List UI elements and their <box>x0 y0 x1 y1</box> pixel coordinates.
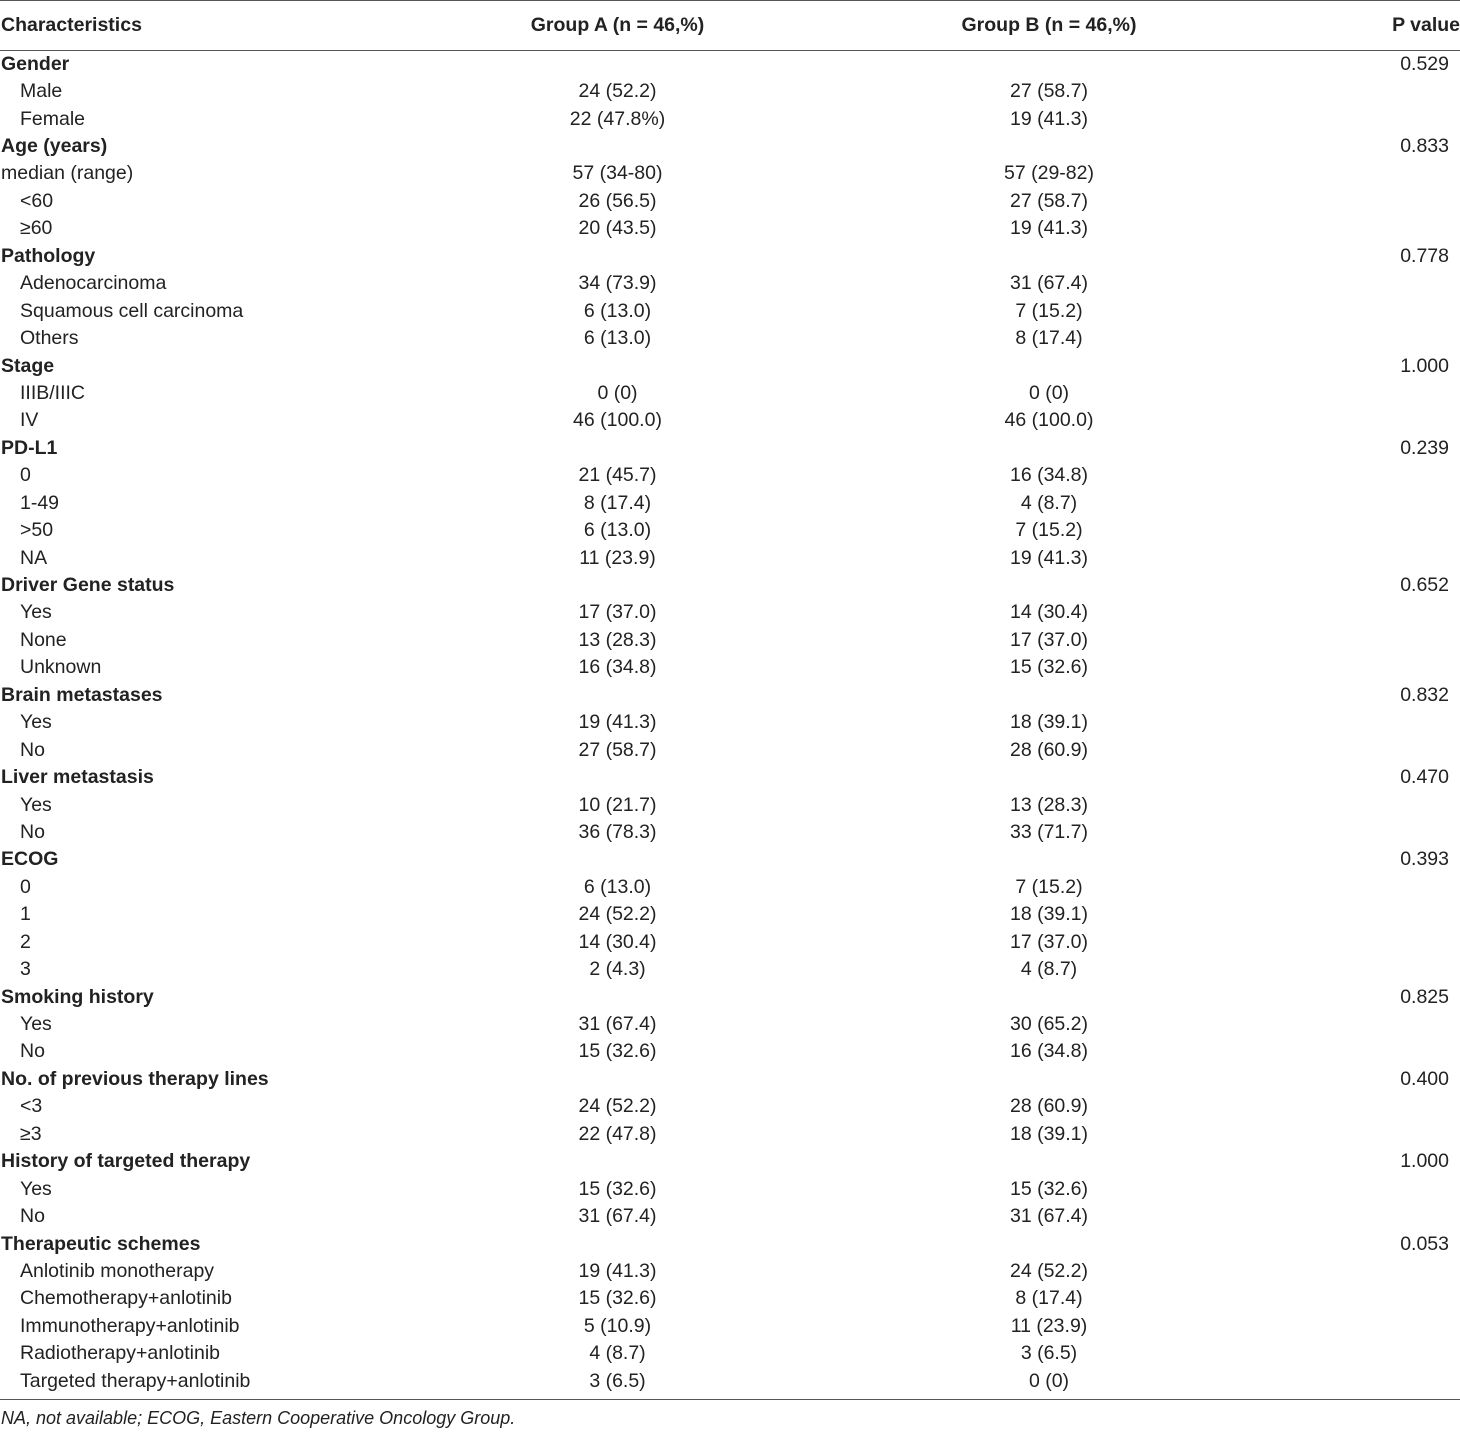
group-a-value <box>380 51 855 78</box>
group-b-value: 18 (39.1) <box>1009 711 1089 734</box>
table-row <box>0 188 1460 215</box>
group-b-value: 15 (32.6) <box>1009 656 1089 679</box>
p-value <box>1243 819 1460 846</box>
group-a-value: 6 (13.0) <box>583 519 652 542</box>
p-value: 0.825 <box>1400 985 1449 1008</box>
table-group-row <box>0 764 1460 791</box>
row-label: Squamous cell carcinoma <box>20 299 244 322</box>
group-b-value: 28 (60.9) <box>1009 1095 1089 1118</box>
group-b-value: 15 (32.6) <box>1009 1177 1089 1200</box>
table-group-row <box>0 846 1460 873</box>
p-value <box>1243 791 1460 818</box>
group-b-value: 16 (34.8) <box>1009 464 1089 487</box>
group-b-value <box>855 243 1243 270</box>
table-row <box>0 270 1460 297</box>
p-value <box>1243 736 1460 763</box>
p-value <box>1243 462 1460 489</box>
group-a-value <box>380 846 855 873</box>
row-label: <60 <box>20 189 54 212</box>
row-label: Yes <box>20 1013 52 1036</box>
p-value <box>1243 1285 1460 1312</box>
p-value: 1.000 <box>1400 354 1449 377</box>
row-label: 1 <box>20 903 31 926</box>
table-row <box>0 1203 1460 1230</box>
row-label: <3 <box>20 1095 43 1118</box>
table-row <box>0 1175 1460 1202</box>
group-label: Driver Gene status <box>1 574 175 597</box>
p-value <box>1243 407 1460 434</box>
group-a-value: 15 (32.6) <box>578 1287 657 1310</box>
group-b-value: 24 (52.2) <box>1009 1259 1089 1282</box>
row-label: No <box>20 820 45 843</box>
table-group-row <box>0 682 1460 709</box>
row-label: ≥60 <box>20 217 53 240</box>
table-row <box>0 599 1460 626</box>
row-label: No <box>20 1205 45 1228</box>
row-label: Others <box>20 327 79 350</box>
row-label: No <box>20 1040 45 1063</box>
table-row <box>0 160 1460 187</box>
p-value <box>1243 490 1460 517</box>
group-label: Stage <box>1 354 55 377</box>
row-label: 3 <box>20 958 31 981</box>
group-b-value: 3 (6.5) <box>1020 1342 1078 1365</box>
group-b-value: 13 (28.3) <box>1009 793 1089 816</box>
p-value <box>1243 297 1460 324</box>
table-row <box>0 627 1460 654</box>
table-row <box>0 791 1460 818</box>
p-value <box>1243 654 1460 681</box>
table-row <box>0 1038 1460 1065</box>
group-label: ECOG <box>1 848 59 871</box>
p-value <box>1243 1011 1460 1038</box>
p-value <box>1243 270 1460 297</box>
group-a-value: 20 (43.5) <box>578 217 657 240</box>
table-row <box>0 407 1460 434</box>
table-row <box>0 929 1460 956</box>
group-a-value: 24 (52.2) <box>578 903 657 926</box>
group-b-value: 27 (58.7) <box>1009 189 1089 212</box>
group-a-value <box>380 435 855 462</box>
p-value: 0.239 <box>1400 436 1449 459</box>
group-b-value: 7 (15.2) <box>1015 875 1083 898</box>
p-value <box>1243 1093 1460 1120</box>
group-b-value: 19 (41.3) <box>1009 107 1089 130</box>
row-label: 0 <box>20 464 31 487</box>
row-label: IIIB/IIIC <box>20 381 86 404</box>
group-a-value: 13 (28.3) <box>578 628 657 651</box>
table-row <box>0 490 1460 517</box>
p-value <box>1243 215 1460 242</box>
group-a-value: 19 (41.3) <box>578 711 657 734</box>
p-value <box>1243 544 1460 571</box>
group-b-value <box>855 983 1243 1010</box>
group-a-value: 6 (13.0) <box>583 327 652 350</box>
group-a-value <box>380 572 855 599</box>
p-value <box>1243 1368 1460 1395</box>
table-group-row <box>0 435 1460 462</box>
header-characteristics: Characteristics <box>0 1 380 51</box>
group-b-value: 14 (30.4) <box>1009 601 1089 624</box>
row-label: No <box>20 738 45 761</box>
group-a-value <box>380 764 855 791</box>
p-value <box>1243 627 1460 654</box>
group-a-value: 0 (0) <box>597 381 638 404</box>
group-label: Smoking history <box>1 985 154 1008</box>
row-label: median (range) <box>1 162 134 185</box>
group-b-value: 31 (67.4) <box>1009 1205 1089 1228</box>
row-label: Chemotherapy+anlotinib <box>20 1287 232 1310</box>
group-b-value <box>855 133 1243 160</box>
p-value <box>1243 874 1460 901</box>
row-label: NA <box>20 546 48 569</box>
group-b-value: 8 (17.4) <box>1015 327 1083 350</box>
row-label: ≥3 <box>20 1122 42 1145</box>
row-label: 2 <box>20 930 31 953</box>
row-label: Anlotinib monotherapy <box>20 1259 215 1282</box>
table-row <box>0 1258 1460 1285</box>
group-a-value: 10 (21.7) <box>578 793 657 816</box>
table-header <box>0 1 1460 51</box>
group-b-value: 17 (37.0) <box>1009 628 1089 651</box>
group-b-value: 57 (29-82) <box>1004 162 1094 185</box>
p-value: 0.400 <box>1400 1067 1449 1090</box>
row-label: Unknown <box>20 656 102 679</box>
p-value <box>1243 1258 1460 1285</box>
group-label: Age (years) <box>1 135 108 158</box>
table-row <box>0 1368 1460 1395</box>
table-row <box>0 1313 1460 1340</box>
group-b-value <box>855 1148 1243 1175</box>
row-label: Female <box>20 107 86 130</box>
table-group-row <box>0 51 1460 78</box>
group-a-value: 31 (67.4) <box>578 1013 657 1036</box>
table-row <box>0 1285 1460 1312</box>
p-value <box>1243 188 1460 215</box>
group-a-value: 2 (4.3) <box>589 958 646 981</box>
table-row <box>0 544 1460 571</box>
group-a-value: 22 (47.8%) <box>569 107 666 130</box>
group-b-value <box>855 682 1243 709</box>
group-b-value: 19 (41.3) <box>1009 217 1089 240</box>
group-b-value: 28 (60.9) <box>1009 738 1089 761</box>
p-value: 0.470 <box>1400 766 1449 789</box>
group-a-value <box>380 1066 855 1093</box>
group-b-value: 4 (8.7) <box>1020 491 1078 514</box>
p-value <box>1243 1313 1460 1340</box>
row-label: Radiotherapy+anlotinib <box>20 1342 221 1365</box>
group-a-value <box>380 133 855 160</box>
group-a-value: 27 (58.7) <box>578 738 657 761</box>
group-a-value <box>380 243 855 270</box>
p-value <box>1243 325 1460 352</box>
bottom-rule <box>0 1399 1460 1400</box>
group-a-value: 19 (41.3) <box>578 1259 657 1282</box>
group-label: PD-L1 <box>1 436 58 459</box>
p-value <box>1243 517 1460 544</box>
table-row <box>0 819 1460 846</box>
p-value: 1.000 <box>1400 1150 1449 1173</box>
group-a-value: 24 (52.2) <box>578 80 657 103</box>
group-a-value <box>380 352 855 379</box>
p-value: 0.393 <box>1400 848 1449 871</box>
table-row <box>0 1340 1460 1367</box>
table-row <box>0 709 1460 736</box>
group-b-value: 16 (34.8) <box>1009 1040 1089 1063</box>
group-b-value <box>855 435 1243 462</box>
table-group-row <box>0 1066 1460 1093</box>
table-row <box>0 462 1460 489</box>
p-value: 0.053 <box>1400 1232 1449 1255</box>
table-row <box>0 78 1460 105</box>
group-b-value <box>855 764 1243 791</box>
row-label: None <box>20 628 67 651</box>
table-row <box>0 874 1460 901</box>
header-group-b: Group B (n = 46,%) <box>855 1 1243 51</box>
group-b-value <box>855 572 1243 599</box>
group-a-value: 46 (100.0) <box>573 409 662 432</box>
table-row <box>0 1093 1460 1120</box>
p-value <box>1243 1340 1460 1367</box>
table-row <box>0 736 1460 763</box>
group-b-value: 30 (65.2) <box>1009 1013 1089 1036</box>
table-footnote: NA, not available; ECOG, Eastern Cooperative Oncology Group. <box>1 1407 516 1428</box>
table-row <box>0 105 1460 132</box>
group-b-value <box>855 846 1243 873</box>
p-value <box>1243 1121 1460 1148</box>
group-a-value <box>380 983 855 1010</box>
table-row <box>0 1121 1460 1148</box>
p-value: 0.778 <box>1400 244 1449 267</box>
group-b-value <box>855 51 1243 78</box>
group-label: Brain metastases <box>1 683 163 706</box>
p-value <box>1243 78 1460 105</box>
p-value <box>1243 1175 1460 1202</box>
row-label: Yes <box>20 711 52 734</box>
row-label: Yes <box>20 793 52 816</box>
group-label: No. of previous therapy lines <box>1 1067 269 1090</box>
table-body <box>0 51 1460 1395</box>
row-label: 1-49 <box>20 491 60 514</box>
group-a-value: 16 (34.8) <box>578 656 657 679</box>
group-label: Liver metastasis <box>1 766 154 789</box>
group-b-value: 31 (67.4) <box>1009 272 1089 295</box>
p-value: 0.652 <box>1400 574 1449 597</box>
p-value <box>1243 599 1460 626</box>
group-a-value: 22 (47.8) <box>578 1122 657 1145</box>
group-a-value: 17 (37.0) <box>578 601 657 624</box>
group-b-value: 33 (71.7) <box>1009 820 1089 843</box>
group-b-value: 17 (37.0) <box>1009 930 1089 953</box>
group-a-value: 5 (10.9) <box>583 1314 652 1337</box>
group-a-value: 11 (23.9) <box>579 546 656 569</box>
group-a-value: 21 (45.7) <box>578 464 657 487</box>
group-a-value: 15 (32.6) <box>578 1177 657 1200</box>
p-value <box>1243 1038 1460 1065</box>
group-b-value: 8 (17.4) <box>1015 1287 1083 1310</box>
table-row <box>0 297 1460 324</box>
p-value <box>1243 105 1460 132</box>
group-b-value <box>855 1230 1243 1257</box>
table-group-row <box>0 983 1460 1010</box>
table-group-row <box>0 1230 1460 1257</box>
p-value <box>1243 901 1460 928</box>
group-b-value: 27 (58.7) <box>1009 80 1089 103</box>
group-a-value: 15 (32.6) <box>578 1040 657 1063</box>
group-a-value: 8 (17.4) <box>583 491 652 514</box>
group-b-value: 18 (39.1) <box>1009 1122 1089 1145</box>
group-a-value <box>380 1148 855 1175</box>
table-row <box>0 654 1460 681</box>
group-a-value: 26 (56.5) <box>578 189 657 212</box>
p-value: 0.529 <box>1400 52 1449 75</box>
group-a-value: 6 (13.0) <box>583 299 652 322</box>
table-row <box>0 1011 1460 1038</box>
group-a-value: 4 (8.7) <box>589 1342 646 1365</box>
group-b-value: 11 (23.9) <box>1010 1314 1088 1337</box>
table-row <box>0 956 1460 983</box>
p-value <box>1243 929 1460 956</box>
p-value: 0.833 <box>1400 135 1449 158</box>
table-row <box>0 517 1460 544</box>
group-label: History of targeted therapy <box>1 1150 251 1173</box>
group-b-value: 18 (39.1) <box>1009 903 1089 926</box>
table-row <box>0 215 1460 242</box>
group-b-value: 0 (0) <box>1028 1369 1070 1392</box>
group-a-value <box>380 1230 855 1257</box>
group-a-value: 14 (30.4) <box>578 930 657 953</box>
table-group-row <box>0 1148 1460 1175</box>
group-a-value: 36 (78.3) <box>578 820 657 843</box>
group-b-value: 46 (100.0) <box>1004 409 1094 432</box>
group-a-value: 3 (6.5) <box>589 1369 646 1392</box>
group-a-value: 34 (73.9) <box>578 272 657 295</box>
group-b-value: 7 (15.2) <box>1015 299 1083 322</box>
table-group-row <box>0 133 1460 160</box>
group-b-value: 7 (15.2) <box>1015 519 1083 542</box>
p-value <box>1243 380 1460 407</box>
table-row <box>0 901 1460 928</box>
group-label: Gender <box>1 52 70 75</box>
table-group-row <box>0 572 1460 599</box>
p-value <box>1243 160 1460 187</box>
group-label: Therapeutic schemes <box>1 1232 201 1255</box>
table-group-row <box>0 243 1460 270</box>
group-a-value: 31 (67.4) <box>578 1205 657 1228</box>
row-label: IV <box>20 409 39 432</box>
group-a-value: 6 (13.0) <box>583 875 652 898</box>
p-value <box>1243 956 1460 983</box>
table-row <box>0 380 1460 407</box>
group-b-value <box>855 352 1243 379</box>
group-label: Pathology <box>1 244 96 267</box>
row-label: Adenocarcinoma <box>20 272 167 295</box>
p-value <box>1243 1203 1460 1230</box>
row-label: Immunotherapy+anlotinib <box>20 1314 240 1337</box>
table-group-row <box>0 352 1460 379</box>
p-value: 0.832 <box>1400 683 1449 706</box>
group-b-value: 0 (0) <box>1028 381 1070 404</box>
group-b-value <box>855 1066 1243 1093</box>
table-row <box>0 325 1460 352</box>
row-label: Yes <box>20 601 52 624</box>
header-row <box>0 1 1460 51</box>
row-label: >50 <box>20 519 54 542</box>
group-a-value: 57 (34-80) <box>572 162 663 185</box>
group-a-value <box>380 682 855 709</box>
row-label: Male <box>20 80 63 103</box>
row-label: 0 <box>20 875 31 898</box>
row-label: Yes <box>20 1177 52 1200</box>
group-b-value: 4 (8.7) <box>1020 958 1078 981</box>
p-value <box>1243 709 1460 736</box>
group-b-value: 19 (41.3) <box>1009 546 1089 569</box>
header-group-a: Group A (n = 46,%) <box>380 1 855 51</box>
row-label: Targeted therapy+anlotinib <box>20 1369 251 1392</box>
group-a-value: 24 (52.2) <box>578 1095 657 1118</box>
header-p-value: P value <box>1243 1 1460 51</box>
